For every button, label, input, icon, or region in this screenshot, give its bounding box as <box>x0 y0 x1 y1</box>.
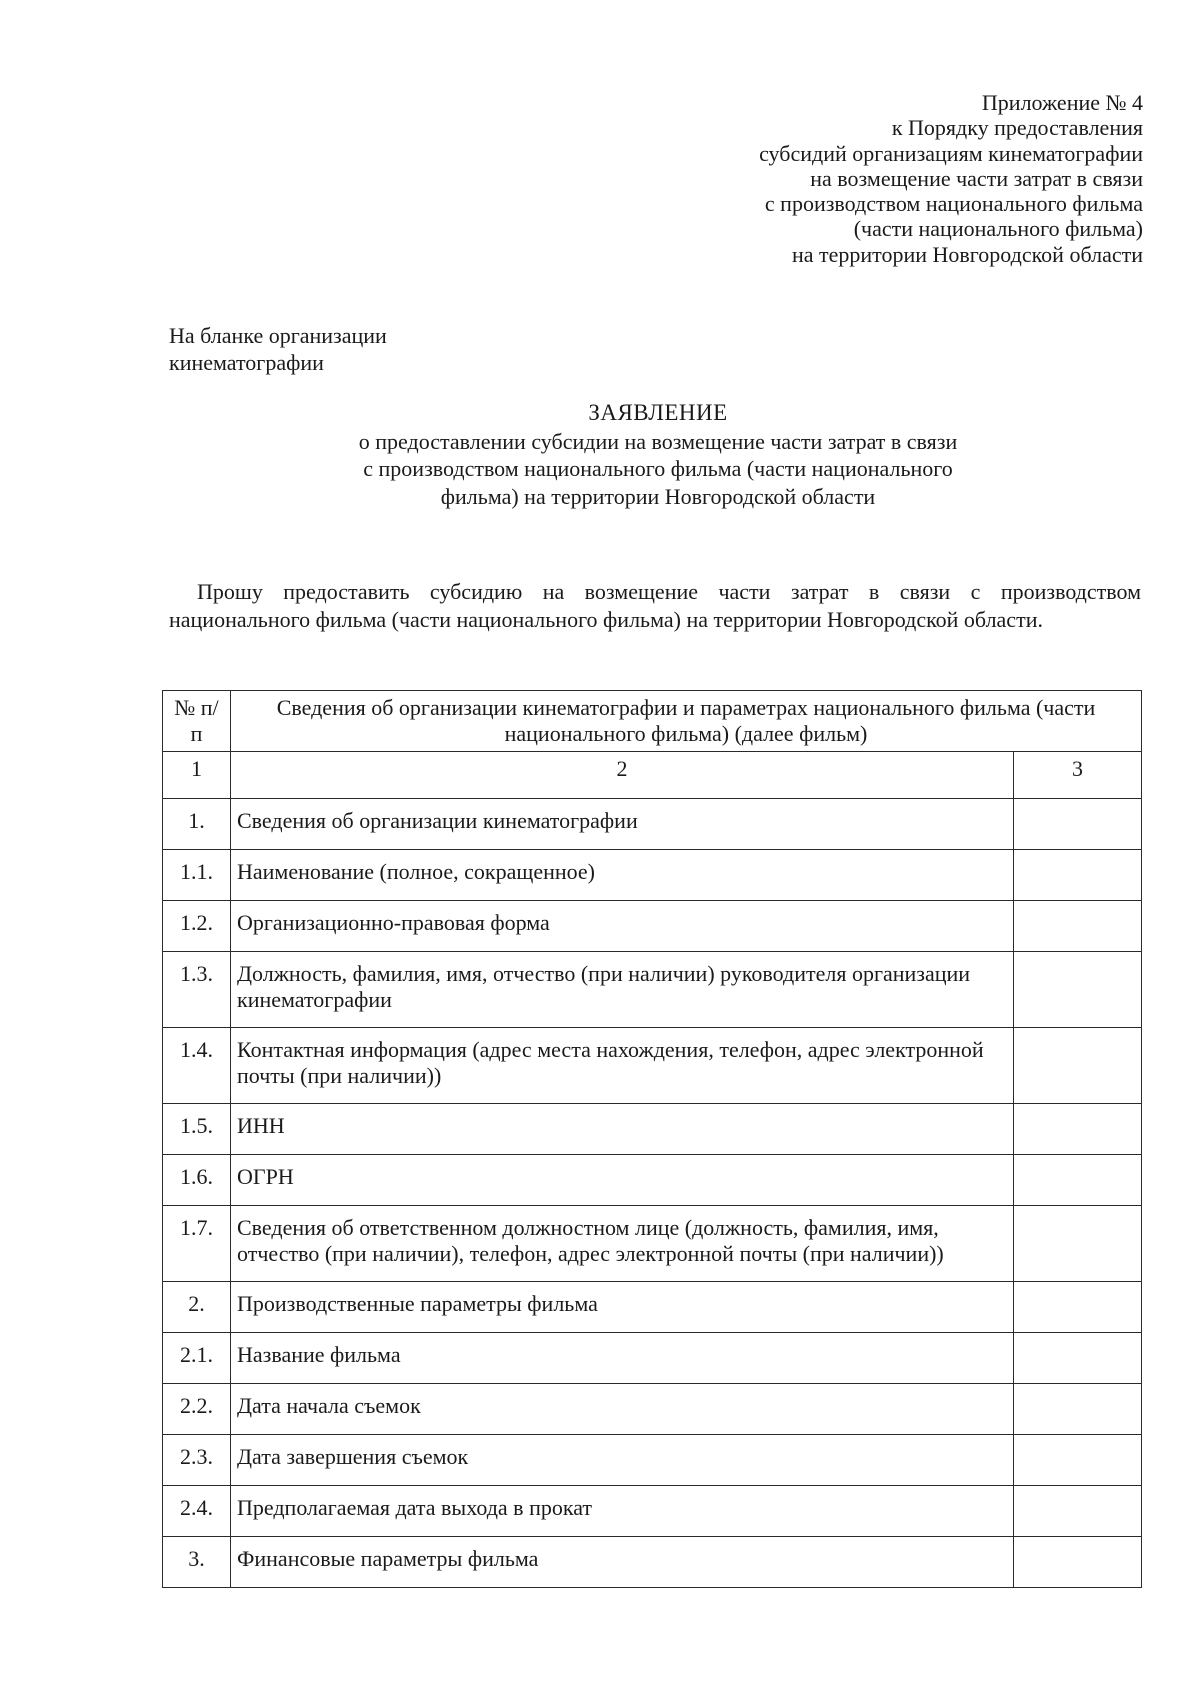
table-row <box>163 1206 1142 1282</box>
row-value-field[interactable] <box>1014 1104 1142 1155</box>
row-value-field[interactable] <box>1014 1282 1142 1333</box>
row-label: Должность, фамилия, имя, отчество (при наличии) руководителя организации кинематографии <box>231 952 1014 1028</box>
row-label: Сведения об организации кинематографии <box>231 799 1014 850</box>
row-label: Организационно-правовая форма <box>231 901 1014 952</box>
row-label: Дата завершения съемок <box>231 1435 1014 1486</box>
row-number: 2. <box>163 1282 231 1333</box>
request-line: национального фильма (части национального фильма) на территории Новгородской области. <box>169 607 1043 632</box>
table-row <box>163 1155 1142 1206</box>
row-value-field[interactable] <box>1014 1435 1142 1486</box>
row-number: 1.1. <box>163 850 231 901</box>
table-row <box>163 799 1142 850</box>
row-value-field[interactable] <box>1014 1333 1142 1384</box>
request-line: Прошу предоставить субсидию на возмещение части затрат в связи с производством <box>197 579 1141 604</box>
statement-title: ЗАЯВЛЕНИЕ <box>588 400 728 425</box>
appendix-line: с производством национального фильма <box>764 191 1143 217</box>
row-label: ОГРН <box>231 1155 1014 1206</box>
row-label: Сведения об ответственном должностном лице (должность, фамилия, имя, отчество (при наличии), телефон, адрес электронной почты (при наличии)) <box>231 1206 1014 1282</box>
appendix-line: к Порядку предоставления <box>891 115 1143 141</box>
row-number: 1.2. <box>163 901 231 952</box>
appendix-line: Приложение № 4 <box>981 90 1143 115</box>
row-value-field[interactable] <box>1014 799 1142 850</box>
row-number: 1.3. <box>163 952 231 1028</box>
table-row <box>163 1384 1142 1435</box>
appendix-line: (части национального фильма) <box>853 216 1143 242</box>
row-number: 2.1. <box>163 1333 231 1384</box>
table-row <box>163 1028 1142 1104</box>
table-row <box>163 1537 1142 1588</box>
row-label: Контактная информация (адрес места нахождения, телефон, адрес электронной почты (при наличии)) <box>231 1028 1014 1104</box>
statement-heading <box>300 399 1016 510</box>
row-value-field[interactable] <box>1014 1537 1142 1588</box>
statement-subtitle-line: о предоставлении субсидии на возмещение части затрат в связи <box>358 428 958 454</box>
table-row <box>163 850 1142 901</box>
header-title-cell: Сведения об организации кинематографии и параметрах национального фильма (части национального фильма) (далее фильм) <box>231 691 1142 752</box>
table-row <box>163 952 1142 1028</box>
header-number-cell: № п/п <box>163 691 231 752</box>
row-value-field[interactable] <box>1014 1486 1142 1537</box>
row-label: ИНН <box>231 1104 1014 1155</box>
row-label: Финансовые параметры фильма <box>231 1537 1014 1588</box>
column-index-cell: 3 <box>1014 752 1142 799</box>
appendix-line: на территории Новгородской области <box>791 241 1143 267</box>
table-row <box>163 901 1142 952</box>
table-row <box>163 1104 1142 1155</box>
table-header-row <box>163 691 1142 752</box>
row-number: 1.5. <box>163 1104 231 1155</box>
row-value-field[interactable] <box>1014 850 1142 901</box>
row-number: 1.4. <box>163 1028 231 1104</box>
row-number: 1.6. <box>163 1155 231 1206</box>
row-label: Дата начала съемок <box>231 1384 1014 1435</box>
table-row <box>163 1435 1142 1486</box>
column-index-cell: 1 <box>163 752 231 799</box>
request-paragraph <box>169 578 1141 634</box>
row-label: Предполагаемая дата выхода в прокат <box>231 1486 1014 1537</box>
statement-subtitle-line: фильма) на территории Новгородской области <box>440 483 876 509</box>
statement-subtitle-line: с производством национального фильма (части национального <box>363 456 953 481</box>
row-number: 3. <box>163 1537 231 1588</box>
letterhead-line: На бланке организации <box>169 323 387 348</box>
row-number: 2.4. <box>163 1486 231 1537</box>
row-number: 1. <box>163 799 231 850</box>
row-label: Наименование (полное, сокращенное) <box>231 850 1014 901</box>
appendix-line: на возмещение части затрат в связи <box>810 165 1143 191</box>
row-label: Название фильма <box>231 1333 1014 1384</box>
row-value-field[interactable] <box>1014 1155 1142 1206</box>
row-label: Производственные параметры фильма <box>231 1282 1014 1333</box>
appendix-line: субсидий организациям кинематографии <box>759 140 1143 166</box>
row-value-field[interactable] <box>1014 901 1142 952</box>
application-table <box>162 690 1142 1588</box>
column-index-row <box>163 752 1142 799</box>
column-index-cell: 2 <box>231 752 1014 799</box>
appendix-header <box>583 90 1143 267</box>
table-row <box>163 1333 1142 1384</box>
row-number: 2.3. <box>163 1435 231 1486</box>
row-value-field[interactable] <box>1014 1206 1142 1282</box>
row-value-field[interactable] <box>1014 1384 1142 1435</box>
letterhead-note <box>169 322 387 376</box>
table-row <box>163 1486 1142 1537</box>
row-number: 2.2. <box>163 1384 231 1435</box>
row-number: 1.7. <box>163 1206 231 1282</box>
table-row <box>163 1282 1142 1333</box>
letterhead-line: кинематографии <box>169 350 324 375</box>
row-value-field[interactable] <box>1014 1028 1142 1104</box>
row-value-field[interactable] <box>1014 952 1142 1028</box>
